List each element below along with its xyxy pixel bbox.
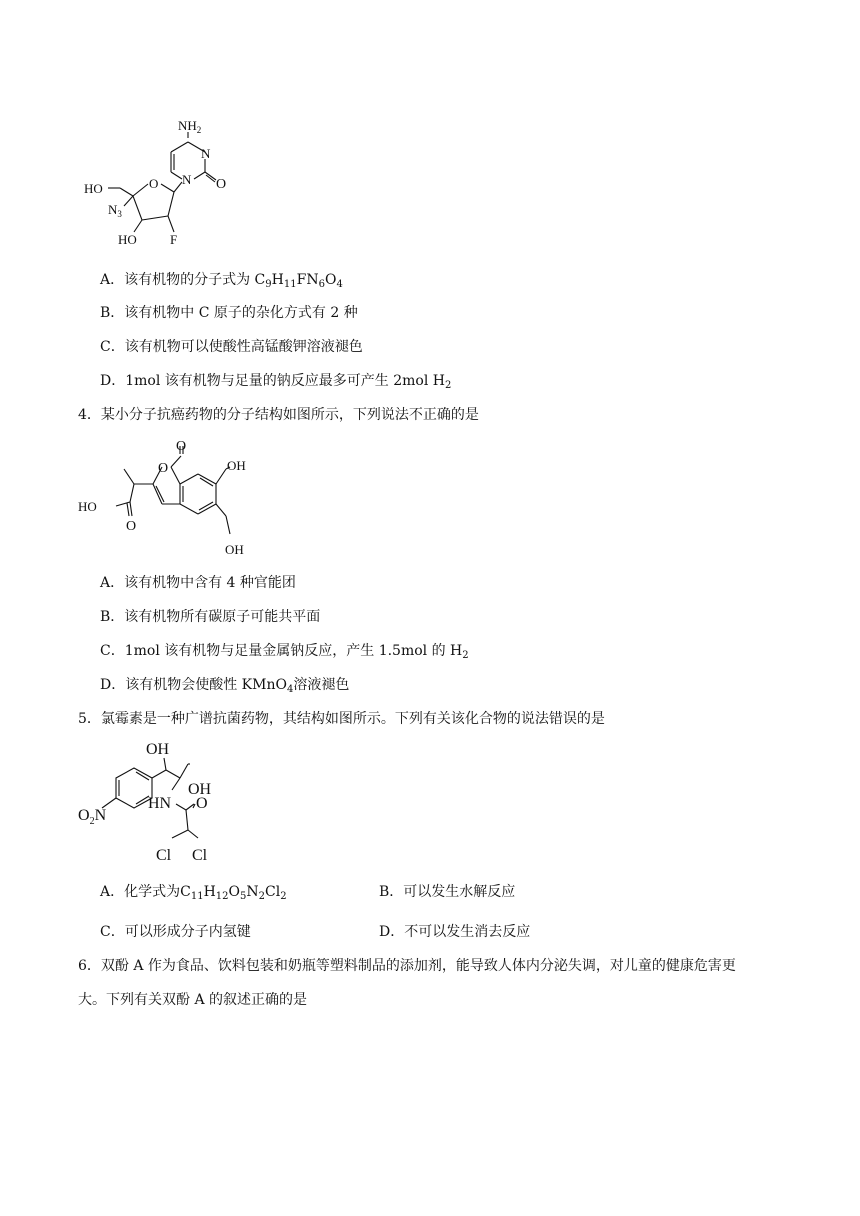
- q3-option-a: A．该有机物的分子式为 $C_9H_{11}FN_6O_4$: [100, 272, 343, 290]
- n3-label: $N_3$: [108, 202, 122, 219]
- q4-option-c: C．1mol 该有机物与足量金属钠反应，产生 1.5mol 的 $H_2$: [100, 643, 469, 661]
- q4-structure-diagram: [76, 434, 266, 560]
- formula-element: Cl: [265, 884, 281, 900]
- q5-formula: [180, 884, 286, 900]
- q4-oh-upper-label: OH: [227, 458, 246, 473]
- q4-ho-label: HO: [78, 499, 97, 514]
- ring-o-label: O: [149, 176, 159, 191]
- q4-option-d: D．该有机物会使酸性 KMnO$_4$溶液褪色: [100, 677, 350, 695]
- formula-subscript: 11: [190, 891, 204, 902]
- q4-option-b: B．该有机物所有碳原子可能共平面: [100, 609, 321, 625]
- formula-element: C: [180, 884, 191, 900]
- n-upper-label: N: [201, 146, 211, 161]
- q5-option-c: C．可以形成分子内氢键: [100, 924, 251, 940]
- q5-stem: 5．氯霉素是一种广谱抗菌药物，其结构如图所示。下列有关该化合物的说法错误的是: [78, 711, 605, 727]
- q5-option-d: D．不可以发生消去反应: [379, 924, 531, 940]
- formula-subscript: 5: [240, 891, 247, 902]
- q4-option-a: A．该有机物中含有 4 种官能团: [100, 575, 296, 591]
- q3-structure-diagram: [78, 112, 248, 252]
- q5-cl2-label: Cl: [192, 847, 208, 864]
- q4-stem: 4．某小分子抗癌药物的分子结构如图所示，下列说法不正确的是: [78, 407, 479, 423]
- q3-option-b: B．该有机物中 C 原子的杂化方式有 2 种: [100, 305, 358, 321]
- carbonyl-o-label: O: [216, 177, 227, 192]
- fluorine-label: F: [170, 232, 178, 247]
- q5-nitro-label: $O_2N$: [78, 807, 107, 827]
- formula-subscript: 12: [215, 891, 229, 902]
- formula-subscript: 2: [258, 891, 266, 902]
- formula-element: N: [246, 884, 259, 900]
- q4-acid-o-label: O: [126, 519, 137, 534]
- formula-element: O: [228, 884, 241, 900]
- hydroxyl-label: HO: [118, 232, 137, 247]
- q5-cl1-label: Cl: [156, 847, 172, 864]
- q4-oh-lower-label: OH: [225, 542, 244, 557]
- formula-element: H: [203, 884, 216, 900]
- q3-option-c: C．该有机物可以使酸性高锰酸钾溶液褪色: [100, 339, 363, 355]
- q5-option-b: B．可以发生水解反应: [379, 884, 516, 900]
- q5-o-label: O: [196, 795, 208, 812]
- q6-stem-line1: 6．双酚 A 作为食品、饮料包装和奶瓶等塑料制品的添加剂，能导致人体内分泌失调，对儿童的健康危害更: [78, 958, 736, 974]
- q5-hn-label: HN: [148, 795, 172, 812]
- n-lower-label: N: [182, 172, 192, 187]
- q5-structure-diagram: [76, 738, 236, 868]
- q6-stem-line2: 大。下列有关双酚 A 的叙述正确的是: [78, 992, 308, 1008]
- ho-label: HO: [84, 181, 103, 196]
- formula-subscript: 2: [280, 891, 287, 902]
- nh2-label: $NH_2$: [178, 118, 202, 135]
- q5-oh-top-label: OH: [146, 741, 170, 758]
- q3-option-d: D．1mol 该有机物与足量的钠反应最多可产生 2mol $H_2$: [100, 373, 452, 391]
- q4-ring-o-label: O: [158, 461, 169, 476]
- q5-oh-right-label: OH: [188, 781, 212, 798]
- q4-carbonyl-o-label: O: [176, 439, 187, 454]
- q5-option-a: A．化学式为$C_{11}H_{12}O_5N_2Cl_2$: [100, 884, 287, 902]
